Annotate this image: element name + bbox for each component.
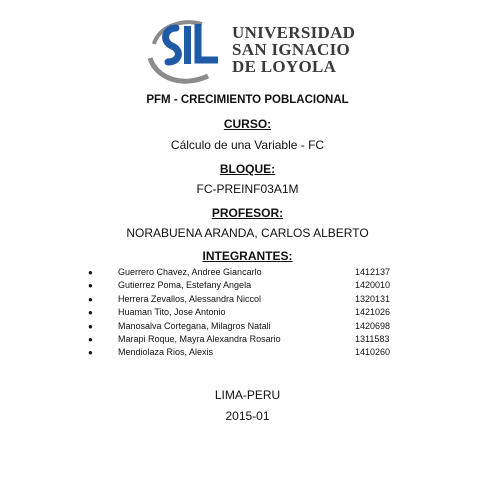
- member-code: 1410260: [355, 347, 391, 358]
- list-item: [0, 306, 495, 319]
- university-name-line-2: SAN IGNACIO: [232, 40, 351, 59]
- integrantes-heading: [0, 247, 495, 265]
- bloque-label: BLOQUE:: [219, 162, 276, 176]
- curso-heading: [0, 115, 495, 133]
- members-list: [0, 266, 495, 360]
- list-item: [0, 320, 495, 333]
- member-code: 1421026: [355, 307, 391, 318]
- curso-label: CURSO:: [223, 117, 272, 131]
- city-text: LIMA-PERU: [214, 388, 281, 402]
- bullet-icon: ●: [88, 294, 93, 304]
- profesor-heading: [0, 204, 495, 222]
- member-code: 1320131: [355, 293, 391, 304]
- bullet-icon: ●: [88, 308, 93, 318]
- member-code: 1420010: [355, 280, 391, 291]
- period-text: 2015-01: [225, 409, 270, 423]
- document-title: PFM - CRECIMIENTO POBLACIONAL: [146, 94, 349, 106]
- bloque-heading: [0, 160, 495, 178]
- member-name: Huaman Tito, Jose Antonio: [118, 307, 226, 318]
- university-logo: [146, 14, 356, 86]
- list-item: [0, 266, 495, 279]
- list-item: [0, 279, 495, 292]
- bullet-icon: ●: [88, 321, 93, 331]
- member-name: Marapi Roque, Mayra Alexandra Rosario: [118, 333, 281, 344]
- member-name: Gutierrez Poma, Estefany Angela: [118, 280, 252, 291]
- member-name: Mendiolaza Rios, Alexis: [118, 347, 214, 358]
- bloque-value: FC-PREINF03A1M: [196, 182, 299, 196]
- member-code: 1311583: [355, 333, 390, 344]
- usil-logo-icon: [146, 14, 228, 86]
- list-item: [0, 333, 495, 346]
- list-item: [0, 346, 495, 359]
- university-name-line-1: UNIVERSIDAD: [232, 23, 356, 42]
- bullet-icon: ●: [88, 348, 93, 358]
- member-code: 1412137: [355, 267, 391, 277]
- member-code: 1420698: [355, 320, 391, 331]
- profesor-label: PROFESOR:: [211, 206, 284, 220]
- integrantes-label: INTEGRANTES:: [202, 249, 293, 263]
- member-name: Herrera Zevallos, Alessandra Niccol: [118, 293, 262, 304]
- bullet-icon: ●: [88, 281, 93, 291]
- university-name: [232, 24, 355, 75]
- member-name: Guerrero Chavez, Andree Giancarlo: [118, 267, 262, 277]
- curso-value: Cálculo de una Variable - FC: [170, 138, 325, 152]
- bullet-icon: ●: [88, 268, 93, 277]
- profesor-value: NORABUENA ARANDA, CARLOS ALBERTO: [126, 226, 369, 240]
- bullet-icon: ●: [88, 334, 93, 344]
- university-name-line-3: DE LOYOLA: [232, 57, 337, 76]
- list-item: [0, 293, 495, 306]
- member-name: Manosalva Cortegana, Milagros Natali: [118, 320, 271, 331]
